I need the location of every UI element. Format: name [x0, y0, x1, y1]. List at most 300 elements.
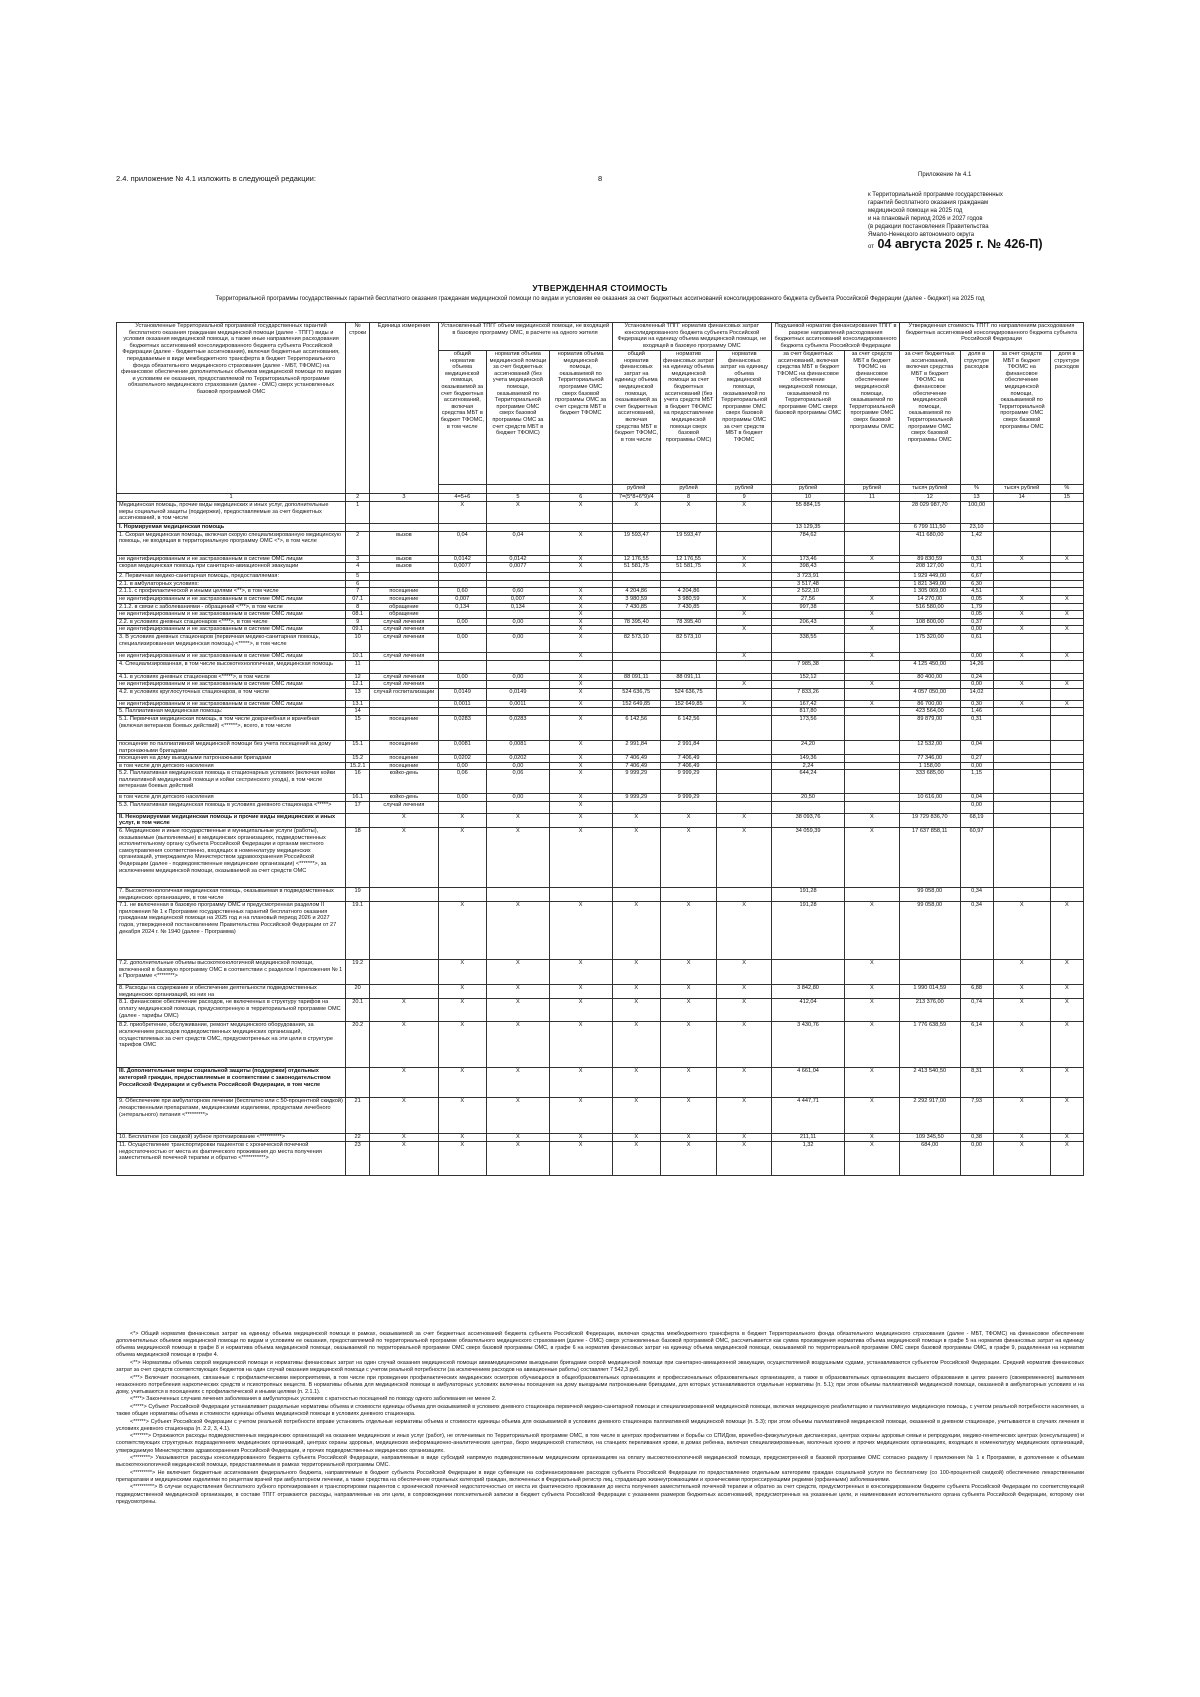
- table-cell: X: [549, 1142, 612, 1176]
- table-cell: 0,0142: [438, 555, 486, 563]
- table-cell: [487, 573, 550, 581]
- table-row: [117, 588, 1084, 596]
- row-name-cell: 2.1. в амбулаторных условиях:: [117, 580, 346, 588]
- table-cell: X: [438, 1134, 486, 1142]
- table-cell: 51 581,75: [660, 563, 716, 573]
- table-cell: X: [549, 813, 612, 827]
- row-name-cell: 5.2. Паллиативная медицинская помощь в стационарных условиях (включая койки паллиативной медицинской помощи и койки сестринского ухода), в том числе ветеранам боевых действий: [117, 770, 346, 794]
- table-cell: [1050, 794, 1083, 802]
- table-cell: X: [1050, 611, 1083, 619]
- table-cell: [717, 688, 772, 700]
- table-cell: 0,04: [960, 794, 993, 802]
- row-name-cell: 8. Расходы на содержание и обеспечение деятельности подведомственных медицинских организаций, из них на: [117, 985, 346, 999]
- table-cell: [660, 681, 716, 689]
- table-cell: [993, 801, 1050, 813]
- table-cell: 12.1: [346, 681, 370, 689]
- row-name-cell: посещение по паллиативной медицинской помощи без учета посещений на дому патронажными бригадами: [117, 740, 346, 754]
- table-cell: [1050, 524, 1083, 532]
- header-col-2: № строки: [346, 323, 370, 494]
- table-cell: X: [487, 828, 550, 888]
- table-cell: [487, 801, 550, 813]
- table-cell: 0,05: [960, 595, 993, 603]
- table-cell: 997,38: [772, 603, 845, 611]
- table-cell: 1 158,00: [899, 762, 960, 770]
- table-cell: 17 637 858,11: [899, 828, 960, 888]
- table-cell: [487, 611, 550, 619]
- table-cell: [844, 801, 899, 813]
- table-cell: X: [1050, 1142, 1083, 1176]
- table-cell: 5: [346, 573, 370, 581]
- table-cell: койко-день: [370, 794, 438, 802]
- table-cell: [370, 708, 438, 716]
- table-cell: [717, 531, 772, 555]
- table-cell: [772, 611, 845, 619]
- table-cell: 3 430,76: [772, 1022, 845, 1068]
- table-cell: X: [1050, 626, 1083, 634]
- table-cell: X: [1050, 902, 1083, 960]
- table-cell: [717, 580, 772, 588]
- table-cell: X: [993, 999, 1050, 1022]
- footnote: <**********> В случае осуществления бесплатного зубного протезирования и транспортировки пациентов с хронической почечной недостаточностью от места их фактического проживания до места получения заместительной почечной терапии и обратно за счет средств, предусмотренных в консолидированном бюджете субъекта Российской Федерации по соответствующей подведомственной медицинской организации, в составе ТПГГ отражаются расходы, направляемые на эти цели, в сопровождении пояснительной записки в бюджет субъекта Российской Федерации с указанием размеров бюджетных ассигнований, предусмотренных на указанные цели, и наименования исполнительного органа субъекта Российской Федерации, которому они предусмотрены.: [116, 1484, 1084, 1505]
- table-cell: [370, 524, 438, 532]
- table-cell: 6: [346, 580, 370, 588]
- table-cell: 7 406,49: [612, 762, 660, 770]
- header-group-volume: Установленный ТПГГ объем медицинской помощи, не входящей в базовую программу ОМС, в расчете на одного жителя: [438, 323, 612, 351]
- table-row: [117, 618, 1084, 626]
- table-cell: X: [660, 1142, 716, 1176]
- table-cell: [370, 502, 438, 524]
- table-cell: X: [660, 1068, 716, 1098]
- row-name-cell: не идентифицированным и не застрахованным в системе ОМС лицам: [117, 555, 346, 563]
- table-cell: [1050, 801, 1083, 813]
- column-number: 10: [772, 494, 845, 502]
- table-cell: 6 799 111,50: [899, 524, 960, 532]
- row-name-cell: 10. Бесплатное (со скидкой) зубное протезирование <**********>: [117, 1134, 346, 1142]
- table-cell: обращение: [370, 611, 438, 619]
- table-cell: 13 129,35: [772, 524, 845, 532]
- table-cell: X: [438, 1068, 486, 1098]
- table-cell: [438, 888, 486, 902]
- table-cell: [993, 588, 1050, 596]
- appendix-title: Приложение № 4.1: [918, 172, 972, 178]
- table-cell: 206,43: [772, 618, 845, 626]
- table-cell: [438, 708, 486, 716]
- table-cell: X: [549, 960, 612, 985]
- table-row: [117, 660, 1084, 673]
- unit-cell: рублей: [717, 485, 772, 494]
- table-cell: [844, 715, 899, 740]
- table-cell: 0,31: [960, 715, 993, 740]
- table-cell: [660, 611, 716, 619]
- table-cell: 2: [346, 531, 370, 555]
- table-cell: [487, 652, 550, 660]
- row-name-cell: I. Нормируемая медицинская помощь: [117, 524, 346, 532]
- table-cell: X: [1050, 595, 1083, 603]
- table-cell: X: [717, 813, 772, 827]
- table-cell: [612, 652, 660, 660]
- table-cell: 0,00: [438, 673, 486, 681]
- footnote: <****> Законченных случаев лечения заболевания в амбулаторных условиях с кратностью посещений по поводу одного заболевания не менее 2.: [130, 1396, 497, 1403]
- table-cell: X: [717, 985, 772, 999]
- table-cell: X: [660, 1022, 716, 1068]
- table-cell: X: [549, 755, 612, 763]
- table-cell: 15.2: [346, 755, 370, 763]
- table-cell: X: [549, 633, 612, 652]
- table-cell: 2 522,10: [772, 588, 845, 596]
- table-cell: 0,00: [960, 762, 993, 770]
- table-cell: 0,06: [438, 770, 486, 794]
- table-cell: X: [487, 902, 550, 960]
- table-cell: случай лечения: [370, 618, 438, 626]
- table-cell: X: [438, 828, 486, 888]
- table-cell: X: [844, 1022, 899, 1068]
- table-cell: X: [370, 1098, 438, 1134]
- table-cell: X: [370, 999, 438, 1022]
- table-cell: [346, 1068, 370, 1098]
- footnote: <***> Включает посещения, связанные с профилактическими мероприятиями, в том числе при проведении профилактических медицинских осмотров обучающихся в общеобразовательных организациях и профессиональных образовательных организациях, а также в образовательных организациях высшего образования в целях раннего (своевременного) выявления незаконного потребления наркотических средств и психотропных веществ. В нормативы объема для медицинской помощи в амбулаторных условиях включены посещения на дому выездными патронажными бригадами, для которых устанавливаются отдельные нормативы (п. 5.1); при этом объемы паллиативной медицинской помощи, оказанной в амбулаторных условиях и на дому, учитываются в посещениях с профилактической и иными целями (п. 2.1.1).: [116, 1374, 1084, 1395]
- page-number: 8: [598, 174, 603, 183]
- table-cell: [660, 652, 716, 660]
- row-name-cell: 7.2. дополнительные объемы высокотехнологичной медицинской помощи, включенной в базовую программу ОМС в соответствии с разделом I приложения № 1 к Программе <********>: [117, 960, 346, 985]
- table-cell: [844, 660, 899, 673]
- table-cell: 0,71: [960, 563, 993, 573]
- table-row: [117, 531, 1084, 555]
- table-cell: 15.1: [346, 740, 370, 754]
- table-cell: [370, 573, 438, 581]
- appendix-ot: от: [868, 244, 874, 250]
- table-cell: X: [549, 801, 612, 813]
- table-cell: 78 395,40: [660, 618, 716, 626]
- table-cell: обращение: [370, 603, 438, 611]
- column-number: 8: [660, 494, 716, 502]
- table-cell: X: [717, 1098, 772, 1134]
- table-cell: X: [549, 563, 612, 573]
- table-cell: 0,00: [487, 633, 550, 652]
- table-cell: [612, 573, 660, 581]
- table-cell: [1050, 715, 1083, 740]
- unit-cell: [487, 485, 550, 494]
- table-cell: X: [993, 681, 1050, 689]
- table-cell: X: [1050, 999, 1083, 1022]
- table-cell: [1050, 740, 1083, 754]
- table-cell: X: [844, 652, 899, 660]
- column-number: 4=5+6: [438, 494, 486, 502]
- table-cell: [993, 888, 1050, 902]
- table-row: [117, 813, 1084, 827]
- table-cell: [370, 960, 438, 985]
- table-cell: [549, 573, 612, 581]
- table-cell: X: [844, 999, 899, 1022]
- document-title: УТВЕРЖДЕННАЯ СТОИМОСТЬ: [532, 283, 668, 293]
- table-cell: 0,05: [960, 611, 993, 619]
- table-cell: 0,34: [960, 888, 993, 902]
- table-cell: [549, 708, 612, 716]
- table-cell: посещение: [370, 762, 438, 770]
- table-cell: 516 580,00: [899, 603, 960, 611]
- table-cell: X: [438, 960, 486, 985]
- table-cell: X: [993, 1098, 1050, 1134]
- table-cell: 23: [346, 1142, 370, 1176]
- table-cell: X: [993, 1134, 1050, 1142]
- footnote: <*****> Субъект Российской Федерации устанавливает раздельные нормативы объема и стоимости единицы объема для оказываемой в условиях дневного стационара первичной медико-санитарной помощи и специализированной медицинской помощи, включая медицинскую реабилитацию и паллиативную медицинскую помощь, с учетом реальной потребности населения, а также общие нормативы объема и стоимости единицы объема медицинской помощи в условиях дневного стационара.: [116, 1403, 1084, 1418]
- table-cell: 20.2: [346, 1022, 370, 1068]
- table-cell: X: [717, 902, 772, 960]
- table-row: [117, 999, 1084, 1022]
- table-cell: 4 204,86: [612, 588, 660, 596]
- table-cell: 1,42: [960, 531, 993, 555]
- table-cell: [993, 580, 1050, 588]
- table-cell: X: [549, 1068, 612, 1098]
- table-row: [117, 1134, 1084, 1142]
- table-cell: [549, 524, 612, 532]
- table-cell: [844, 762, 899, 770]
- table-cell: [612, 580, 660, 588]
- unit-cell: тысяч рублей: [899, 485, 960, 494]
- table-cell: [660, 801, 716, 813]
- table-cell: 0,00: [438, 762, 486, 770]
- table-cell: [844, 580, 899, 588]
- table-cell: 0,04: [487, 531, 550, 555]
- table-cell: [1050, 762, 1083, 770]
- row-name-cell: 2. Первичная медико-санитарная помощь, предоставляемая:: [117, 573, 346, 581]
- table-cell: X: [612, 960, 660, 985]
- table-cell: [370, 700, 438, 708]
- table-cell: 0,0202: [487, 755, 550, 763]
- table-cell: X: [549, 762, 612, 770]
- table-cell: X: [717, 960, 772, 985]
- table-cell: X: [549, 603, 612, 611]
- table-cell: X: [844, 611, 899, 619]
- column-number: 5: [487, 494, 550, 502]
- table-cell: X: [438, 999, 486, 1022]
- table-cell: [487, 580, 550, 588]
- table-cell: 23,10: [960, 524, 993, 532]
- table-cell: [1050, 580, 1083, 588]
- table-cell: [438, 611, 486, 619]
- row-name-cell: II. Ненормируемая медицинская помощь и прочие виды медицинских и иных услуг, в том числе: [117, 813, 346, 827]
- table-cell: [899, 960, 960, 985]
- table-row: [117, 626, 1084, 634]
- table-cell: [487, 708, 550, 716]
- footnote: <**> Нормативы объема скорой медицинской помощи и нормативы финансовых затрат на один случай оказания медицинской помощи авиамедицинскими выездными бригадами скорой медицинской помощи при санитарно-авиационной эвакуации, осуществляемой воздушными судами, устанавливаются субъектом Российской Федерации. Средний норматив финансовых затрат за счет средств соответствующих бюджетов на один случай оказания медицинской помощи с учетом реальной потребности (за исключением расходов на авиационные работы) составляет 7 542,3 руб.: [116, 1359, 1084, 1373]
- table-cell: 77 346,00: [899, 755, 960, 763]
- footnote: <******> Субъект Российской Федерации с учетом реальной потребности вправе установить отдельные нормативы объема и стоимости единицы объема для оказываемой в условиях дневного стационара паллиативной медицинской помощи (п. 5.3); при этом объемы паллиативной медицинской помощи, оказанной в дневном стационаре, учитываются в случаях лечения в условиях дневного стационара (п. 2.2, 3, 4.1).: [116, 1418, 1084, 1432]
- table-cell: X: [1050, 1134, 1083, 1142]
- table-cell: [844, 588, 899, 596]
- table-cell: [993, 762, 1050, 770]
- table-row: [117, 985, 1084, 999]
- table-cell: 6 142,56: [660, 715, 716, 740]
- table-cell: X: [717, 828, 772, 888]
- table-row: [117, 673, 1084, 681]
- table-cell: 338,55: [772, 633, 845, 652]
- table-cell: 19: [346, 888, 370, 902]
- table-cell: X: [717, 700, 772, 708]
- table-cell: 09.1: [346, 626, 370, 634]
- table-cell: X: [549, 770, 612, 794]
- table-cell: 19.1: [346, 902, 370, 960]
- table-cell: X: [717, 1022, 772, 1068]
- table-cell: [487, 524, 550, 532]
- table-row: [117, 1142, 1084, 1176]
- table-cell: [717, 801, 772, 813]
- header-col-7: общий норматив финансовых затрат на единицу объема медицинской помощи, оказываемой за счет бюджетных ассигнований, включая средства МБТ в бюджет ТФОМС, в том числе: [612, 351, 660, 485]
- table-cell: [993, 573, 1050, 581]
- table-cell: 213 376,00: [899, 999, 960, 1022]
- table-cell: 0,60: [438, 588, 486, 596]
- table-row: [117, 652, 1084, 660]
- table-cell: [717, 762, 772, 770]
- table-cell: X: [844, 626, 899, 634]
- intro-line: 2.4. приложение № 4.1 изложить в следующей редакции:: [116, 174, 316, 183]
- table-cell: X: [993, 700, 1050, 708]
- table-row: [117, 700, 1084, 708]
- footnote: <*********> Не включает бюджетные ассигнования федерального бюджета, направляемые в бюджет субъекта Российской Федерации в виде субвенции на софинансирование расходов субъекта Российской Федерации по предоставлению отдельным категориям граждан социальной услуги по бесплатному (со 100-процентной скидкой) обеспечению лекарственными препаратами и медицинскими изделиями по рецептам врачей при амбулаторном лечении, а также средства на обеспечение отдельных категорий граждан, включенных в Федеральный регистр лиц, страдающих жизнеугрожающими и хроническими прогрессирующими редкими (орфанными) заболеваниями.: [116, 1469, 1084, 1483]
- table-cell: [370, 902, 438, 960]
- table-cell: 0,00: [960, 1142, 993, 1176]
- table-cell: 22: [346, 1134, 370, 1142]
- table-cell: 16: [346, 770, 370, 794]
- table-row: [117, 681, 1084, 689]
- table-cell: X: [549, 681, 612, 689]
- table-cell: случай лечения: [370, 652, 438, 660]
- table-cell: 2 991,84: [612, 740, 660, 754]
- table-cell: X: [549, 531, 612, 555]
- table-cell: 0,00: [960, 626, 993, 634]
- table-cell: [370, 660, 438, 673]
- unit-cell: %: [1050, 485, 1083, 494]
- table-cell: X: [612, 813, 660, 827]
- table-cell: [844, 794, 899, 802]
- table-cell: 0,0011: [487, 700, 550, 708]
- table-cell: X: [370, 1022, 438, 1068]
- table-cell: 2 991,84: [660, 740, 716, 754]
- table-cell: 0,38: [960, 1134, 993, 1142]
- table-cell: [1050, 531, 1083, 555]
- table-cell: 20.1: [346, 999, 370, 1022]
- table-cell: [370, 985, 438, 999]
- table-cell: X: [549, 652, 612, 660]
- table-cell: 6,88: [960, 985, 993, 999]
- row-name-cell: 1. Скорая медицинская помощь, включая скорую специализированную медицинскую помощь, не входящая в территориальную программу ОМС <*>, в том числе: [117, 531, 346, 555]
- table-cell: X: [1050, 985, 1083, 999]
- table-cell: 9 999,29: [660, 770, 716, 794]
- table-cell: 4 057 050,00: [899, 688, 960, 700]
- table-cell: вызов: [370, 555, 438, 563]
- table-cell: [844, 524, 899, 532]
- table-cell: [549, 888, 612, 902]
- table-cell: 10 616,00: [899, 794, 960, 802]
- table-cell: 0,04: [438, 531, 486, 555]
- table-cell: 0,04: [960, 740, 993, 754]
- table-row: [117, 740, 1084, 754]
- table-cell: 24,20: [772, 740, 845, 754]
- table-cell: X: [487, 1134, 550, 1142]
- table-cell: [612, 888, 660, 902]
- table-cell: 12 176,55: [660, 555, 716, 563]
- appendix-date-line: [868, 237, 1088, 251]
- table-cell: 333 685,00: [899, 770, 960, 794]
- appendix-line: и на плановый период 2026 и 2027 годов: [868, 216, 983, 222]
- table-cell: X: [844, 1098, 899, 1134]
- table-cell: [1050, 502, 1083, 524]
- table-cell: X: [993, 1142, 1050, 1176]
- table-cell: 7 833,26: [772, 688, 845, 700]
- header-col-1: Установленные Территориальной программой государственных гарантий бесплатного оказания гражданам медицинской помощи (далее - ТПГГ) виды и условия оказания медицинской помощи, а также иные направления расходования бюджетных ассигнований консолидированного бюджета субъекта Российской Федерации (далее - бюджетные ассигнования), включая бюджетные ассигнования, передаваемые в виде межбюджетного трансферта в бюджет Территориального фонда обязательного медицинского страхования (далее - МБТ, ТФОМС) на финансовое обеспечение дополнительных объемов медицинской помощи по видам и условиям ее оказания, предоставляемой по Территориальной программе обязательного медицинского страхования (далее - ОМС) сверх установленных базовой программой ОМС: [117, 323, 346, 494]
- header-col-9: норматив финансовых затрат на единицу объема медицинской помощи, оказываемой по Территориальной программе ОМС сверх базовой программы ОМС за счет средств МБТ в бюджет ТФОМС: [717, 351, 772, 485]
- table-cell: 175 320,00: [899, 633, 960, 652]
- table-cell: X: [549, 555, 612, 563]
- table-cell: [717, 588, 772, 596]
- table-cell: [844, 770, 899, 794]
- table-cell: X: [438, 902, 486, 960]
- column-number: 7=(5*8+6*9)/4: [612, 494, 660, 502]
- column-number: 3: [370, 494, 438, 502]
- table-cell: X: [844, 700, 899, 708]
- table-cell: 21: [346, 1098, 370, 1134]
- table-cell: X: [487, 960, 550, 985]
- header-col-13: доля в структуре расходов: [960, 351, 993, 485]
- table-cell: [993, 633, 1050, 652]
- table-cell: 0,0283: [487, 715, 550, 740]
- table-cell: [1050, 573, 1083, 581]
- table-cell: 1 929 449,00: [899, 573, 960, 581]
- table-row: [117, 902, 1084, 960]
- table-cell: [612, 708, 660, 716]
- table-cell: [993, 708, 1050, 716]
- table-row: [117, 563, 1084, 573]
- table-cell: [660, 888, 716, 902]
- table-cell: 0,134: [487, 603, 550, 611]
- table-row: [117, 580, 1084, 588]
- table-cell: 82 573,10: [612, 633, 660, 652]
- table-cell: X: [487, 1098, 550, 1134]
- table-cell: 644,24: [772, 770, 845, 794]
- table-cell: [993, 715, 1050, 740]
- table-cell: [717, 770, 772, 794]
- table-cell: [993, 740, 1050, 754]
- table-cell: [1050, 633, 1083, 652]
- table-cell: X: [844, 960, 899, 985]
- table-cell: 0,60: [487, 588, 550, 596]
- table-cell: 14 270,00: [899, 595, 960, 603]
- table-cell: 9 999,29: [660, 794, 716, 802]
- table-cell: 0,00: [487, 794, 550, 802]
- table-row: [117, 801, 1084, 813]
- table-cell: 34 059,39: [772, 828, 845, 888]
- table-cell: [717, 708, 772, 716]
- row-name-cell: 7.1. не включенная в базовую программу ОМС и предусмотренная разделом II приложения № 1 к Программе государственных гарантий бесплатного оказания гражданам медицинской помощи на 2025 год и на плановый период 2026 и 2027 годов, утвержденной постановлением Правительства Российской Федерации от 27 декабря 2024 г. № 1940 (далее - Программа): [117, 902, 346, 960]
- unit-cell: [438, 485, 486, 494]
- table-cell: [438, 801, 486, 813]
- table-cell: 11: [346, 660, 370, 673]
- document-subtitle: Территориальной программы государственных гарантий бесплатного оказания гражданам медицинской помощи по видам и условиям ее оказания за счет бюджетных ассигнований консолидированного бюджета субъекта Российской Федерации (далее - бюджет) на 2025 год: [215, 296, 985, 302]
- table-cell: X: [717, 563, 772, 573]
- table-cell: 80 400,00: [899, 673, 960, 681]
- table-cell: X: [612, 902, 660, 960]
- table-cell: X: [549, 595, 612, 603]
- table-cell: 68,19: [960, 813, 993, 827]
- table-cell: [612, 611, 660, 619]
- row-name-cell: не идентифицированным и не застрахованным в системе ОМС лицам: [117, 626, 346, 634]
- footnote: <*> Общий норматив финансовых затрат на единицу объема медицинской помощи в рамках, оказываемой за счет бюджетных ассигнований бюджета субъекта Российской Федерации, включая средства межбюджетного трансферта в бюджет Территориального фонда обязательного медицинского страхования (далее - МБТ, ТФОМС) на финансовое обеспечение дополнительных объемов медицинской помощи по видам и условиям ее оказания, предоставляемой по территориальной программе обязательного медицинского страхования (далее - ОМС) сверх установленных базовой программой ОМС, рассчитывается как сумма произведения норматива объема медицинской помощи в графе 5 на норматив финансовых затрат на единицу объема медицинской помощи в графе 8 и норматива объема медицинской помощи, оказываемой по территориальной программе ОМС сверх базовой программы ОМС, в графе 6 на норматив финансовых затрат на единицу объема медицинской помощи, оказываемой по территориальной программе ОМС сверх базовой программы ОМС, в графе 9, разделенная на норматив объема медицинской помощи в графе 4.: [116, 1331, 1084, 1359]
- table-cell: X: [844, 1068, 899, 1098]
- table-cell: 684,00: [899, 1142, 960, 1176]
- table-cell: X: [549, 1022, 612, 1068]
- table-cell: X: [844, 813, 899, 827]
- table-row: [117, 770, 1084, 794]
- table-cell: 524 636,75: [660, 688, 716, 700]
